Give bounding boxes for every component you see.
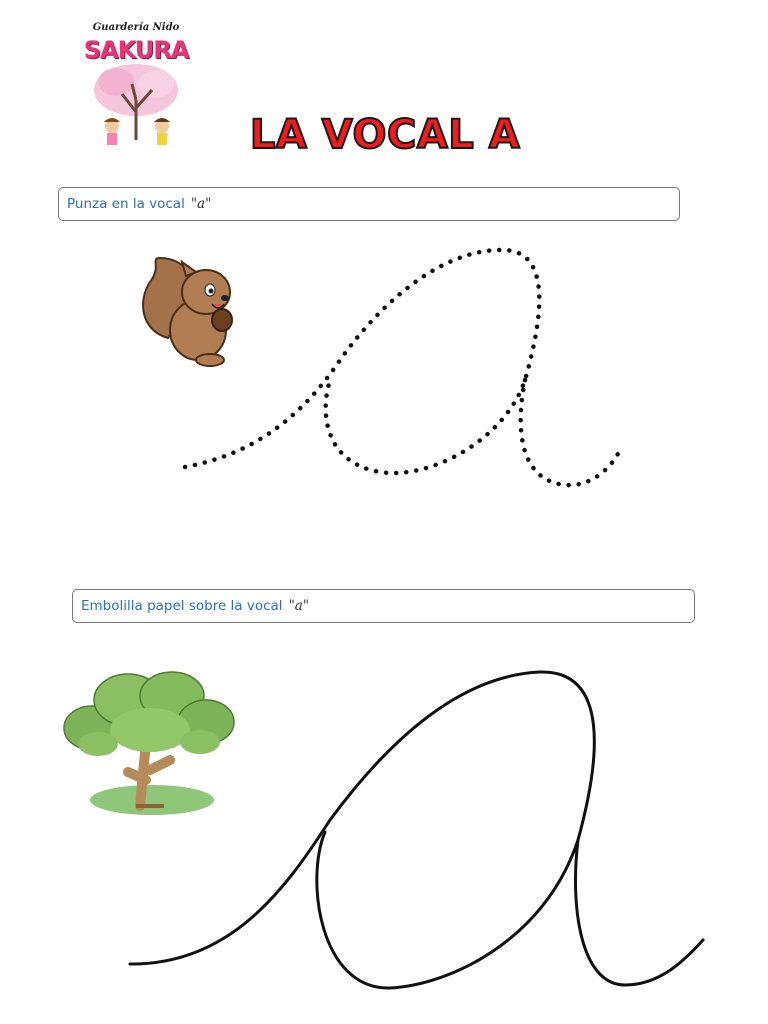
- vowel-glyph: "a": [288, 598, 310, 614]
- vowel-glyph: "a": [190, 196, 212, 212]
- instruction-text: Embolilla papel sobre la vocal: [81, 598, 283, 614]
- logo-small-text: Guardería Nido: [92, 22, 180, 33]
- instruction-text: Punza en la vocal: [67, 196, 185, 212]
- logo-brand-text: SAKURA: [83, 36, 189, 64]
- page-title: LA VOCAL A: [249, 112, 521, 158]
